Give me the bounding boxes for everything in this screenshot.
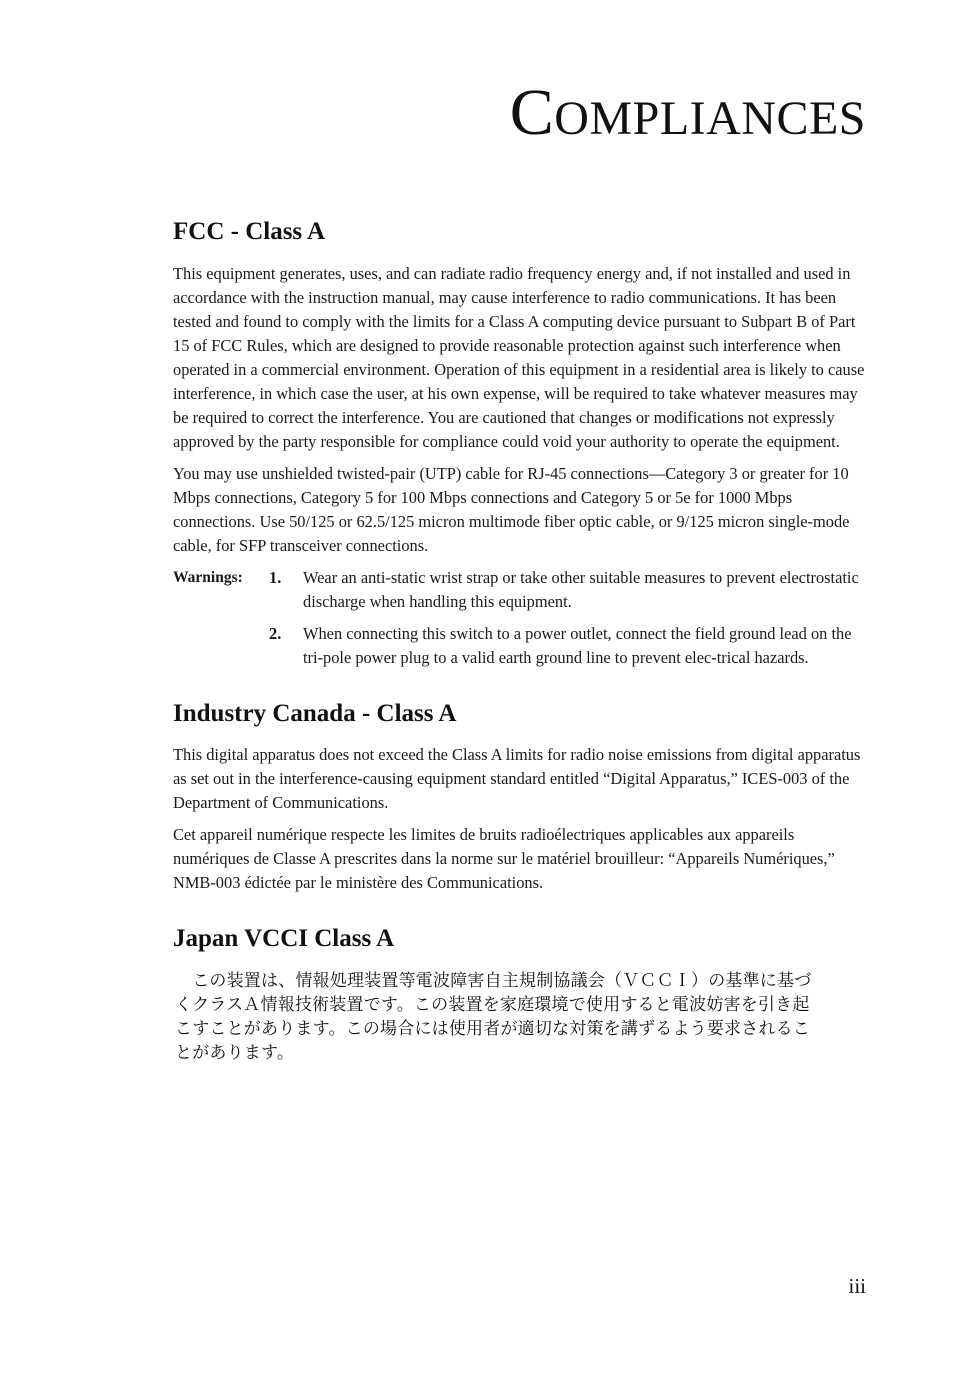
page-title xyxy=(509,76,866,149)
fcc-heading: FCC - Class A xyxy=(173,218,326,245)
japan-section xyxy=(173,925,865,1065)
warning-number: 1. xyxy=(269,567,282,587)
document-body xyxy=(173,218,865,1065)
warnings-label: Warnings: xyxy=(173,568,243,586)
industry-canada-paragraph-1: This digital apparatus does not exceed the Class A limits for radio noise emissions from digital apparatus as set out in the interference-causing equipment standard entitled “Digital Apparatus,” ICES-003 of the Department of Communications. xyxy=(173,745,861,812)
industry-canada-section xyxy=(173,700,865,896)
warning-text: When connecting this switch to a power outlet, connect the field ground lead on the tri-pole power plug to a valid earth ground line to prevent elec-trical hazards. xyxy=(303,623,852,667)
fcc-paragraph-1: This equipment generates, uses, and can radiate radio frequency energy and, if not installed and used in accordance with the instruction manual, may cause interference to radio communications. It has been tested and found to comply with the limits for a Class A computing device pursuant to Subpart B of Part 15 of FCC Rules, which are designed to provide reasonable protection against such interference when operated in a commercial environment. Operation of this equipment in a residential area is likely to cause interference, in which case the user, at his own expense, will be required to take whatever measures may be required to correct the interference. You are cautioned that changes or modifications not expressly approved by the party responsible for compliance could void your authority to operate the equipment. xyxy=(173,263,865,451)
warning-number: 2. xyxy=(269,623,282,643)
industry-canada-paragraph-2: Cet appareil numérique respecte les limites de bruits radioélectriques applicables aux appareils numériques de Classe A prescrites dans la norme sur le matériel brouilleur: “Appareils Numériques,” NMB-003 édictée par le ministère des Communications. xyxy=(173,825,835,892)
industry-canada-heading: Industry Canada - Class A xyxy=(173,699,457,727)
warnings-list xyxy=(173,566,865,670)
fcc-section xyxy=(173,218,865,670)
page-title-rest: OMPLIANCES xyxy=(554,92,866,145)
warning-item xyxy=(173,566,865,614)
japan-heading: Japan VCCI Class A xyxy=(173,925,395,952)
fcc-paragraph-2: You may use unshielded twisted-pair (UTP) cable for RJ-45 connections—Category 3 or greater for 10 Mbps connections, Category 5 for 100 Mbps connections and Category 5 or 5e for 1000 Mbps connections. Use 50/125 or 62.5/125 micron multimode fiber optic cable, or 9/125 micron single-mode cable, for SFP transceiver connections. xyxy=(173,463,850,555)
warning-item xyxy=(173,622,865,670)
warning-text: Wear an anti-static wrist strap or take other suitable measures to prevent electrostatic discharge when handling this equipment. xyxy=(303,567,859,611)
page-number: iii xyxy=(848,1274,866,1298)
japan-vcci-text: この装置は、情報処理装置等電波障害自主規制協議会（ＶＣＣＩ）の基準に基づくクラスＡ情報技術装置です。この装置を家庭環境で使用すると電波妨害を引き起こすことがあります。この場合には使用者が適切な対策を講ずるよう要求されることがあります。 xyxy=(175,970,812,1063)
page-title-initial: C xyxy=(509,76,555,149)
